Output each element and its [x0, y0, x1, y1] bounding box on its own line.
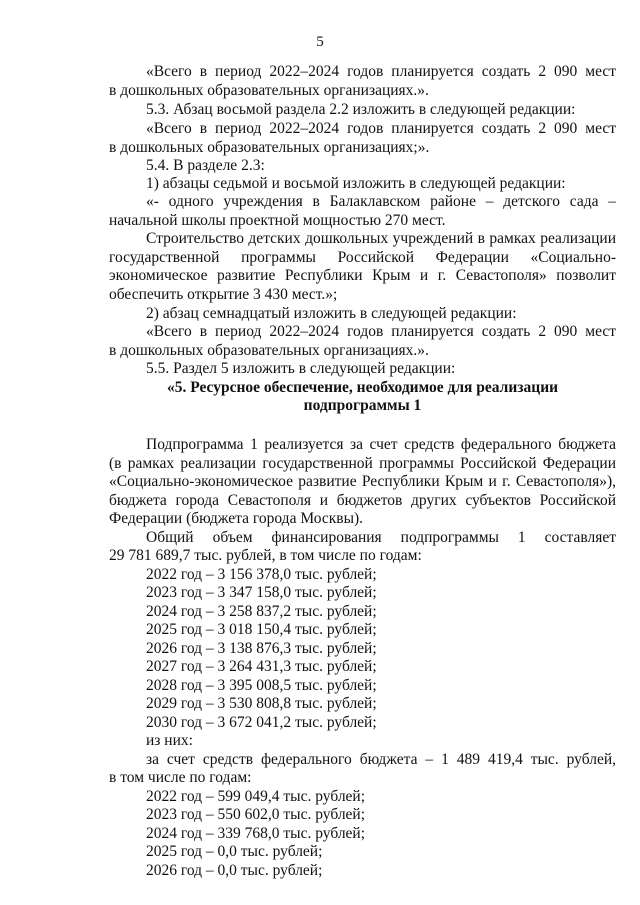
- text-line: 2) абзац семнадцатый изложить в следующей редакции:: [146, 305, 517, 322]
- text-line: Подпрограмма 1 реализуется за счет средств федерального бюджета: [146, 436, 616, 453]
- text-line: в дошкольных образовательных организациях.».: [109, 82, 429, 99]
- page-number: 5: [316, 34, 324, 50]
- text-line: 2028 год – 3 395 008,5 тыс. рублей;: [146, 677, 377, 694]
- text-line: 2025 год – 0,0 тыс. рублей;: [146, 843, 323, 860]
- text-line: 1) абзацы седьмой и восьмой изложить в следующей редакции:: [146, 175, 566, 192]
- text-line: 5.5. Раздел 5 изложить в следующей редакции:: [146, 360, 456, 377]
- text-line: 2022 год – 599 049,4 тыс. рублей;: [146, 788, 366, 805]
- text-line: подпрограммы 1: [303, 397, 422, 414]
- text-line: из них:: [146, 732, 193, 749]
- text-line: 5.4. В разделе 2.3:: [146, 157, 265, 174]
- text-line: в дошкольных образовательных организациях;».: [109, 139, 430, 156]
- text-line: «Социально-экономическое развитие Республики Крым и г. Севастополя»),: [109, 473, 616, 490]
- text-line: 2026 год – 3 138 876,3 тыс. рублей;: [146, 640, 377, 657]
- text-line: 2022 год – 3 156 378,0 тыс. рублей;: [146, 566, 377, 583]
- text-line: 2024 год – 3 258 837,2 тыс. рублей;: [146, 603, 377, 620]
- text-line: 2023 год – 550 602,0 тыс. рублей;: [146, 806, 366, 823]
- text-line: Общий объем финансирования подпрограммы 1 составляет: [146, 529, 616, 546]
- text-line: «Всего в период 2022–2024 годов планируется создать 2 090 мест: [146, 323, 616, 340]
- text-line: 2029 год – 3 530 808,8 тыс. рублей;: [146, 695, 377, 712]
- text-line: Федерации (бюджета города Москвы).: [109, 510, 364, 527]
- text-line: начальной школы проектной мощностью 270 мест.: [109, 212, 446, 229]
- text-line: (в рамках реализации государственной программы Российской Федерации: [109, 455, 616, 472]
- text-line: «Всего в период 2022–2024 годов планируется создать 2 090 мест: [146, 120, 616, 137]
- text-line: бюджета города Севастополя и бюджетов других субъектов Российской: [109, 492, 616, 509]
- text-line: экономическое развитие Республики Крым и г. Севастополя» позволит: [109, 267, 616, 284]
- text-line: «- одного учреждения в Балаклавском районе – детского сада –: [146, 193, 616, 210]
- text-line: 29 781 689,7 тыс. рублей, в том числе по годам:: [109, 547, 422, 564]
- text-line: «Всего в период 2022–2024 годов планируется создать 2 090 мест: [146, 63, 616, 80]
- text-line: 2027 год – 3 264 431,3 тыс. рублей;: [146, 658, 377, 675]
- text-line: 2023 год – 3 347 158,0 тыс. рублей;: [146, 584, 377, 601]
- text-line: 2025 год – 3 018 150,4 тыс. рублей;: [146, 621, 377, 638]
- text-line: 2026 год – 0,0 тыс. рублей;: [146, 862, 323, 879]
- text-line: за счет средств федерального бюджета – 1 489 419,4 тыс. рублей,: [146, 751, 616, 768]
- text-line: обеспечить открытие 3 430 мест.»;: [109, 286, 338, 303]
- text-line: Строительство детских дошкольных учреждений в рамках реализации: [146, 230, 616, 247]
- text-line: в том числе по годам:: [109, 769, 252, 786]
- text-line: 5.3. Абзац восьмой раздела 2.2 изложить в следующей редакции:: [146, 101, 576, 118]
- text-line: 2030 год – 3 672 041,2 тыс. рублей;: [146, 714, 377, 731]
- text-line: 2024 год – 339 768,0 тыс. рублей;: [146, 825, 366, 842]
- text-line: в дошкольных образовательных организациях.».: [109, 342, 429, 359]
- text-line: государственной программы Российской Федерации «Социально-: [109, 249, 616, 266]
- text-line: «5. Ресурсное обеспечение, необходимое для реализации: [166, 379, 559, 396]
